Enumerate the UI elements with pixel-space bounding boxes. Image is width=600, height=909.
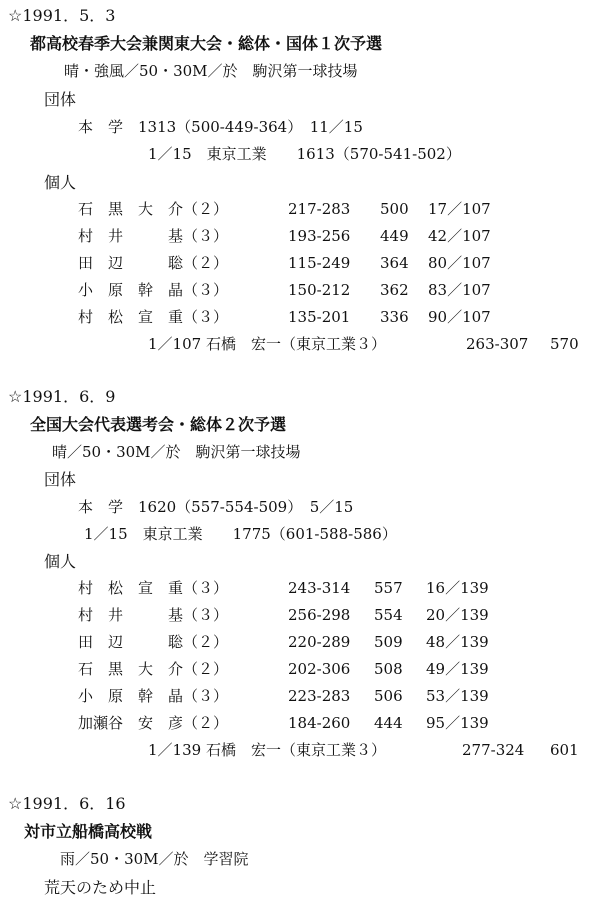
individual-score: 115-249 — [288, 254, 351, 272]
individual-rank: 80／107 — [428, 254, 491, 272]
individual-name: 石 黒 大 介（２） — [78, 200, 229, 218]
individual-total: 557 — [374, 579, 403, 597]
individual-rank: 95／139 — [426, 714, 489, 732]
individual-total: 506 — [374, 687, 403, 705]
individual-name: 加瀬谷 安 彦（２） — [78, 714, 229, 732]
event-date: ☆1991．5．3 — [8, 6, 116, 25]
individual-rank: 83／107 — [428, 281, 491, 299]
individual-total: 336 — [380, 308, 409, 326]
team-result: 本 学 1313（500-449-364） 11／15 — [78, 118, 363, 136]
winner-score: 277-324 — [462, 741, 525, 759]
team-winner: 1／15 東京工業 1775（601-588-586） — [84, 525, 397, 543]
individual-rank: 17／107 — [428, 200, 491, 218]
individual-score: 202-306 — [288, 660, 351, 678]
event-conditions: 晴・強風／50・30M／於 駒沢第一球技場 — [64, 62, 358, 80]
event-conditions: 晴／50・30M／於 駒沢第一球技場 — [52, 443, 301, 461]
individual-name: 村 松 宣 重（３） — [78, 308, 229, 326]
individual-score: 135-201 — [288, 308, 351, 326]
overall-winner: 1／107 石橋 宏一（東京工業３） — [148, 335, 386, 353]
individual-score: 184-260 — [288, 714, 351, 732]
event-conditions: 雨／50・30M／於 学習院 — [60, 850, 249, 868]
individual-name: 村 井 基（３） — [78, 606, 229, 624]
event-title: 都高校春季大会兼関東大会・総体・国体１次予選 — [30, 34, 383, 53]
individual-total: 364 — [380, 254, 409, 272]
individual-name: 石 黒 大 介（２） — [78, 660, 229, 678]
individual-score: 220-289 — [288, 633, 351, 651]
team-label: 団体 — [44, 470, 77, 489]
winner-total: 601 — [550, 741, 579, 759]
event-date: ☆1991．6．9 — [8, 387, 116, 406]
winner-total: 570 — [550, 335, 579, 353]
individual-total: 509 — [374, 633, 403, 651]
individual-rank: 48／139 — [426, 633, 489, 651]
individual-total: 554 — [374, 606, 403, 624]
individual-name: 田 辺 聡（２） — [78, 254, 229, 272]
individual-score: 193-256 — [288, 227, 351, 245]
individual-rank: 49／139 — [426, 660, 489, 678]
individual-total: 500 — [380, 200, 409, 218]
individual-total: 449 — [380, 227, 409, 245]
individual-name: 田 辺 聡（２） — [78, 633, 229, 651]
individual-name: 小 原 幹 晶（３） — [78, 687, 229, 705]
individual-rank: 53／139 — [426, 687, 489, 705]
individual-rank: 90／107 — [428, 308, 491, 326]
individual-rank: 20／139 — [426, 606, 489, 624]
individual-score: 150-212 — [288, 281, 351, 299]
individual-score: 243-314 — [288, 579, 351, 597]
individual-label: 個人 — [44, 173, 77, 192]
event-date: ☆1991．6．16 — [8, 794, 126, 813]
individual-score: 217-283 — [288, 200, 351, 218]
team-result: 本 学 1620（557-554-509） 5／15 — [78, 498, 354, 516]
individual-name: 村 井 基（３） — [78, 227, 229, 245]
individual-label: 個人 — [44, 552, 77, 571]
individual-name: 小 原 幹 晶（３） — [78, 281, 229, 299]
winner-score: 263-307 — [466, 335, 529, 353]
individual-total: 362 — [380, 281, 409, 299]
individual-total: 444 — [374, 714, 403, 732]
team-winner: 1／15 東京工業 1613（570-541-502） — [148, 145, 461, 163]
individual-rank: 42／107 — [428, 227, 491, 245]
individual-name: 村 松 宣 重（３） — [78, 579, 229, 597]
event-title: 対市立船橋高校戦 — [24, 822, 153, 841]
event-title: 全国大会代表選考会・総体２次予選 — [30, 415, 287, 434]
overall-winner: 1／139 石橋 宏一（東京工業３） — [148, 741, 386, 759]
team-label: 団体 — [44, 90, 77, 109]
individual-rank: 16／139 — [426, 579, 489, 597]
individual-score: 223-283 — [288, 687, 351, 705]
individual-score: 256-298 — [288, 606, 351, 624]
individual-total: 508 — [374, 660, 403, 678]
event-note: 荒天のため中止 — [44, 878, 157, 897]
